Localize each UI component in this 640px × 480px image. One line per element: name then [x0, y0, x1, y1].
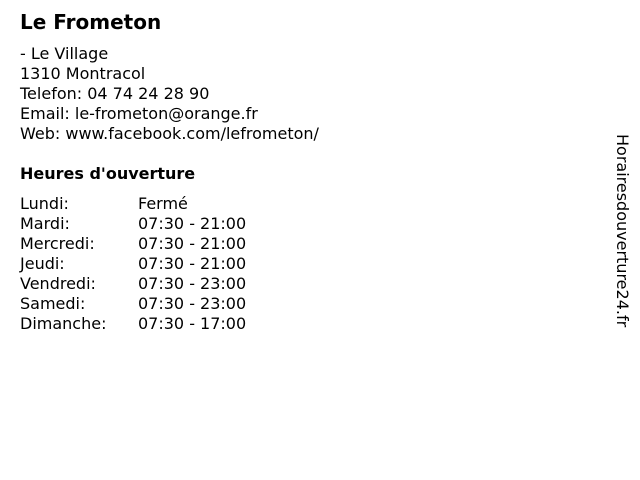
day-label: Samedi: — [20, 294, 86, 313]
hours-row-monday — [20, 194, 246, 214]
hours-row-friday — [20, 274, 246, 294]
time-value: Fermé — [138, 194, 188, 213]
city-line: 1310 Montracol — [20, 64, 146, 83]
day-label: Vendredi: — [20, 274, 96, 293]
day-label: Lundi: — [20, 194, 69, 213]
time-value: 07:30 - 21:00 — [138, 234, 247, 253]
hours-row-wednesday — [20, 234, 246, 254]
hours-row-thursday — [20, 254, 246, 274]
contact-block — [20, 44, 319, 144]
time-value: 07:30 - 23:00 — [138, 294, 247, 313]
time-value: 07:30 - 17:00 — [138, 314, 247, 333]
site-watermark-label: Horairesdouverture24.fr — [613, 134, 632, 328]
phone-line: Telefon: 04 74 24 28 90 — [20, 84, 210, 103]
hours-row-saturday — [20, 294, 246, 314]
hours-row-tuesday — [20, 214, 246, 234]
hours-heading: Heures d'ouverture — [20, 164, 196, 183]
day-label: Jeudi: — [20, 254, 65, 273]
day-label: Mardi: — [20, 214, 70, 233]
address-line: - Le Village — [20, 44, 109, 63]
time-value: 07:30 - 21:00 — [138, 214, 247, 233]
time-value: 07:30 - 23:00 — [138, 274, 247, 293]
hours-table — [20, 194, 246, 334]
web-line: Web: www.facebook.com/lefrometon/ — [20, 124, 319, 143]
day-label: Mercredi: — [20, 234, 95, 253]
hours-row-sunday — [20, 314, 246, 334]
day-label: Dimanche: — [20, 314, 107, 333]
time-value: 07:30 - 21:00 — [138, 254, 247, 273]
business-name: Le Frometon — [20, 10, 162, 34]
email-line: Email: le-frometon@orange.fr — [20, 104, 258, 123]
